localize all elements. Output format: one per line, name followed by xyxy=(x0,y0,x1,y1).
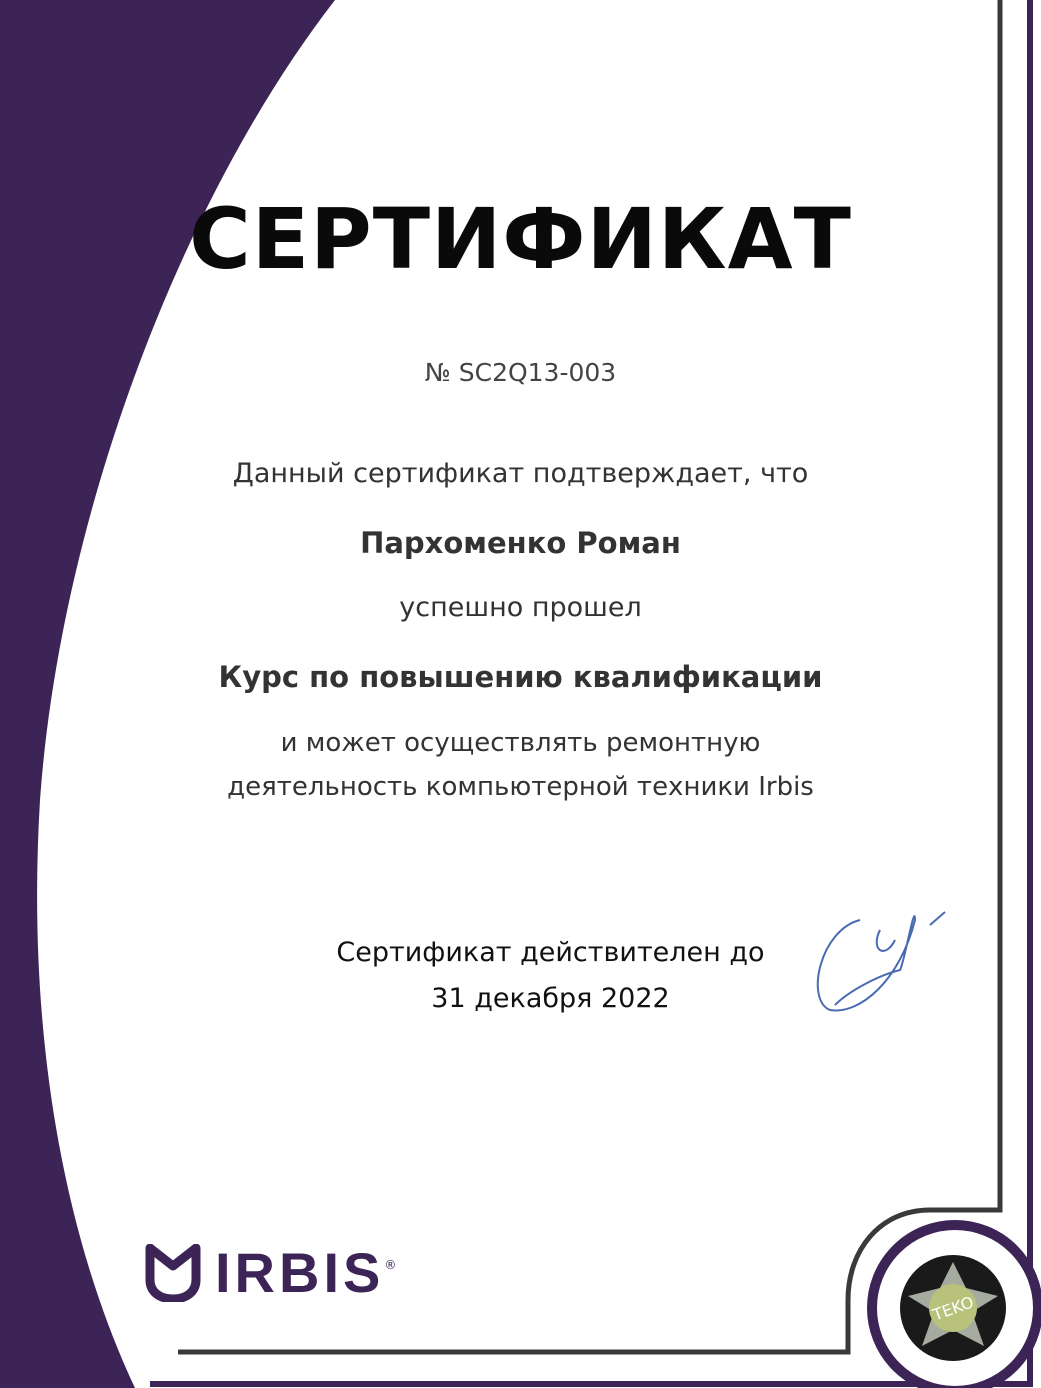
completed-text: успешно прошел xyxy=(399,592,642,623)
permission-text-2: деятельность компьютерной техники Irbis xyxy=(227,772,814,802)
recipient-name: Пархоменко Роман xyxy=(360,526,681,560)
certificate-title: СЕРТИФИКАТ xyxy=(189,190,852,288)
certificate-number: № SC2Q13-003 xyxy=(424,358,617,387)
logo-text: IRBIS xyxy=(215,1241,385,1304)
permission-text-1: и может осуществлять ремонтную xyxy=(280,728,761,758)
hologram-seal-icon xyxy=(900,1255,1006,1361)
registered-mark: ® xyxy=(384,1258,397,1272)
irbis-shield-icon xyxy=(145,1244,201,1302)
validity-date: 31 декабря 2022 xyxy=(431,983,670,1014)
confirms-text: Данный сертификат подтверждает, что xyxy=(232,458,809,489)
course-name: Курс по повышению квалификации xyxy=(218,660,823,694)
validity-text: Сертификат действителен до xyxy=(336,937,765,968)
svg-text:TEKO: TEKO xyxy=(930,1292,977,1325)
irbis-logo xyxy=(145,1240,396,1305)
